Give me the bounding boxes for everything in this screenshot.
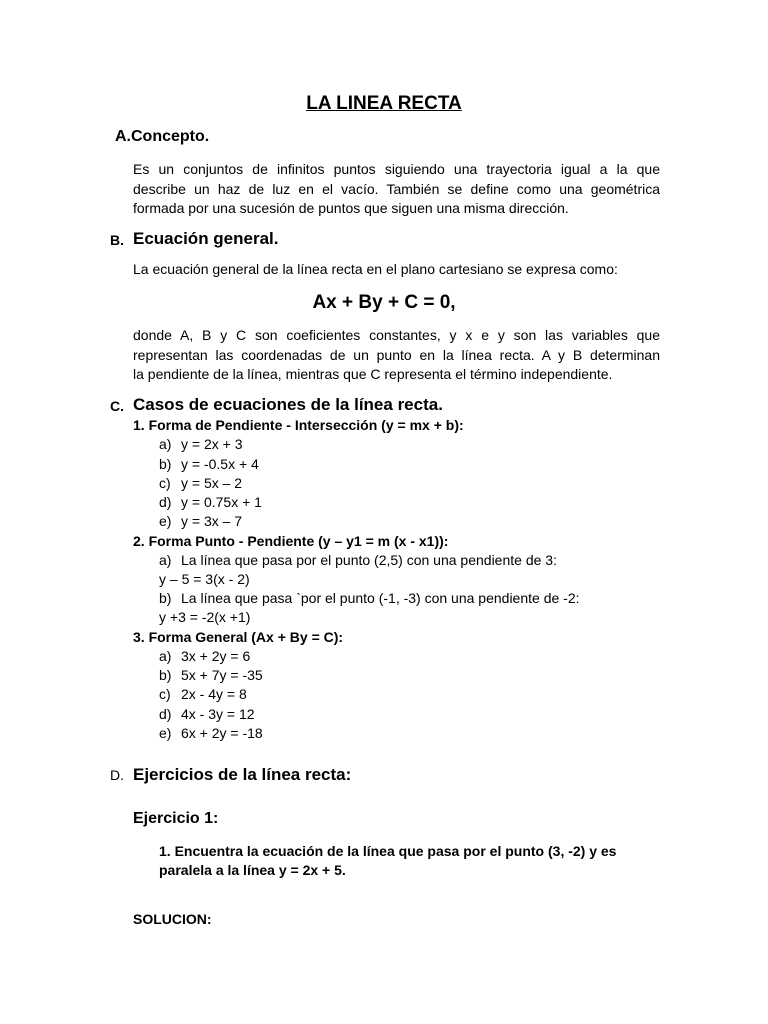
item-label: c) bbox=[159, 686, 171, 702]
paragraph-line: representan las coordenadas de un punto en la línea recta. A y B determinan bbox=[133, 346, 660, 363]
section-b-paragraph bbox=[133, 326, 660, 385]
section-d-letter: D. bbox=[110, 767, 124, 783]
item-label: a) bbox=[159, 552, 172, 568]
list-item bbox=[159, 648, 250, 664]
section-d-heading: Ejercicios de la línea recta: bbox=[133, 765, 352, 784]
problem-line: paralela a la línea y = 2x + 5. bbox=[159, 862, 346, 878]
list-item bbox=[159, 725, 263, 741]
list-item bbox=[159, 436, 242, 452]
item-text: 3x + 2y = 6 bbox=[181, 648, 251, 664]
item-text: La línea que pasa por el punto (2,5) con una pendiente de 3: bbox=[181, 552, 557, 568]
item-label: a) bbox=[159, 648, 172, 664]
section-b-letter: B. bbox=[110, 232, 124, 248]
item-label: e) bbox=[159, 725, 172, 741]
item-text: 6x + 2y = -18 bbox=[181, 725, 263, 741]
list-item bbox=[159, 494, 262, 510]
solution-label: SOLUCION: bbox=[133, 911, 212, 927]
problem-line: 1. Encuentra la ecuación de la línea que pasa por el punto (3, -2) y es bbox=[159, 843, 617, 859]
item-text: y = 2x + 3 bbox=[181, 436, 243, 452]
list-item bbox=[159, 706, 255, 722]
result-line: y +3 = -2(x +1) bbox=[159, 609, 251, 625]
section-b-heading: Ecuación general. bbox=[133, 229, 279, 248]
item-label: d) bbox=[159, 706, 172, 722]
result-line: y – 5 = 3(x - 2) bbox=[159, 571, 250, 587]
case-3-heading: 3. Forma General (Ax + By = C): bbox=[133, 629, 344, 645]
exercise-heading: Ejercicio 1: bbox=[133, 810, 219, 827]
list-item bbox=[159, 475, 242, 491]
paragraph-line: la pendiente de la línea, mientras que C representa el término independiente. bbox=[133, 366, 613, 382]
item-text: 5x + 7y = -35 bbox=[181, 667, 263, 683]
section-a-paragraph bbox=[133, 160, 660, 219]
list-item bbox=[159, 590, 580, 606]
item-text: La línea que pasa `por el punto (-1, -3) con una pendiente de -2: bbox=[181, 590, 580, 606]
item-text: 4x - 3y = 12 bbox=[181, 706, 255, 722]
list-item bbox=[159, 667, 263, 683]
paragraph-line: donde A, B y C son coeficientes constantes, y x e y son las variables que bbox=[133, 327, 660, 343]
section-c-heading: Casos de ecuaciones de la línea recta. bbox=[133, 395, 443, 414]
list-item bbox=[159, 456, 259, 472]
item-label: e) bbox=[159, 513, 172, 529]
item-text: 2x - 4y = 8 bbox=[181, 686, 247, 702]
list-item bbox=[159, 686, 247, 702]
case-2-heading: 2. Forma Punto - Pendiente (y – y1 = m (x - x1)): bbox=[133, 533, 449, 549]
case-1-heading: 1. Forma de Pendiente - Intersección (y = mx + b): bbox=[133, 417, 464, 433]
item-text: y = -0.5x + 4 bbox=[181, 456, 259, 472]
item-text: y = 3x – 7 bbox=[181, 513, 243, 529]
general-equation: Ax + By + C = 0, bbox=[312, 292, 456, 313]
section-c-letter: C. bbox=[110, 398, 124, 414]
list-item bbox=[159, 513, 242, 529]
item-text: y = 0.75x + 1 bbox=[181, 494, 262, 510]
section-b-intro: La ecuación general de la línea recta en el plano cartesiano se expresa como: bbox=[133, 261, 618, 277]
item-text: y = 5x – 2 bbox=[181, 475, 243, 491]
paragraph-line: Es un conjuntos de infinitos puntos siguiendo una trayectoria igual a la que bbox=[133, 161, 660, 177]
item-label: d) bbox=[159, 494, 172, 510]
page-title: LA LINEA RECTA bbox=[306, 93, 462, 114]
section-a-heading: A.Concepto. bbox=[115, 128, 210, 145]
item-label: a) bbox=[159, 436, 172, 452]
paragraph-line: formada por una sucesión de puntos que siguen una misma dirección. bbox=[133, 200, 569, 216]
item-label: b) bbox=[159, 590, 172, 606]
item-label: c) bbox=[159, 475, 171, 491]
list-item bbox=[159, 552, 557, 568]
item-label: b) bbox=[159, 667, 172, 683]
paragraph-line: describe un haz de luz en el vacío. También se define como una geométrica bbox=[133, 180, 660, 197]
item-label: b) bbox=[159, 456, 172, 472]
